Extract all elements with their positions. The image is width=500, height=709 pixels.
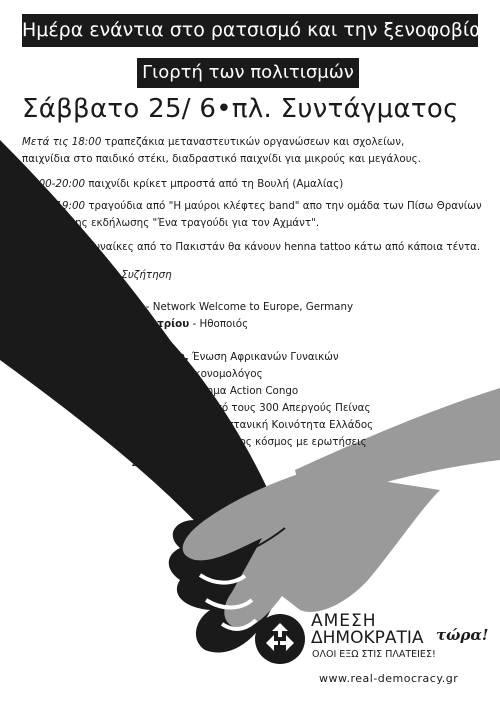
- person-name: Χασάν Καμπζουά,: [103, 402, 206, 414]
- schedule-time: 18:00-20:00: [22, 178, 86, 190]
- person-role: - Network Welcome to Europe, Germany: [142, 301, 354, 313]
- event-date: Σάββατο 25/ 6•πλ. Συντάγματος: [22, 94, 459, 124]
- person-role: Πακιστανική Κοινότητα Ελλάδος: [199, 419, 374, 431]
- schedule-text: τραγούδια από "Η μαύροι κλέφτες band" απο την ομάδα των Πίσω Θρανίων: [85, 200, 482, 212]
- schedule-text-cont: παιχνίδια στο παιδικό στέκι, διαδραστικό παιχνίδι για μικρούς και μεγάλους.: [22, 153, 421, 165]
- event-title: Ημέρα ενάντια στο ρατσισμό και την ξενοφοβία: [22, 14, 478, 47]
- person-name: Όλος ο: [122, 436, 159, 448]
- person-name: Τζαβέντ Ασλάμ,: [108, 419, 200, 431]
- schedule-item-3: [22, 198, 482, 232]
- schedule-time: 19:00-21:00: [22, 241, 86, 253]
- person-name: Bernd Kasparek: [50, 301, 143, 313]
- person-role: - Ηθοποιός: [189, 318, 249, 330]
- schedule-item-2: [22, 176, 343, 193]
- schedule-text: Γυναίκες από το Πακιστάν θα κάνουν henna tattoo κάτω από κάποια τέντα.: [85, 241, 481, 253]
- person-name: Μάνια Παπαδημητρίου: [58, 318, 190, 330]
- schedule-time: Μετά τις 18:00: [22, 136, 102, 148]
- schedule-item-4: [22, 239, 480, 256]
- schedule-text: παιχνίδι κρίκετ μπροστά από τη Βουλή (Αμαλίας): [85, 178, 344, 190]
- logo-slogan: ΟΛΟΙ ΕΞΩ ΣΤΙΣ ΠΛΑΤΕΙΕΣ!: [312, 649, 436, 660]
- greeter-2: [58, 317, 248, 331]
- person-role: παρευρισκόμενος κόσμος με ερωτήσεις: [158, 436, 367, 448]
- person-role: Κίνημα Action Congo: [187, 385, 299, 397]
- concert-time: 24:00 -03:00 Συναυλία: [132, 457, 249, 469]
- schedule-text: τραπεζάκια μεταναστευτικών οργανώσεων και σχολείων,: [101, 136, 405, 148]
- person-name: Πέτρος Ρυλμόν,: [88, 368, 180, 380]
- speaker-2: [88, 367, 263, 381]
- person-name: Ανρί Κασόνγκο,: [95, 385, 188, 397]
- person-role: Οικονομολόγος: [179, 368, 263, 380]
- person-role: Ένωση Αφρικανών Γυναικών: [188, 351, 339, 363]
- greeter-1: [50, 300, 353, 314]
- logo-line1: ΑΜΕΣΗ: [311, 611, 377, 631]
- speaker-3: [95, 384, 298, 398]
- logo-tag: τώρα!: [436, 626, 489, 644]
- schedule-text-cont: με τίτλο της εκδήλωσης "Ένα τραγούδι για τον Αχμάντ".: [22, 217, 320, 229]
- speaker-5: [108, 418, 373, 432]
- speaker-1: [80, 350, 339, 364]
- schedule-time: 18:30-19:00: [22, 200, 86, 212]
- speakers-label: μιλάνε οι:: [68, 335, 119, 347]
- recycle-arrows-logo-icon: [254, 613, 306, 665]
- website-link[interactable]: www.real-democracy.gr: [319, 672, 459, 685]
- person-role: από τους 300 Απεργούς Πείνας: [205, 402, 371, 414]
- person-name: Λωρέττα Μακόλευ,: [80, 351, 189, 363]
- discussion-time: 19:00 – 21:00 Συζήτηση: [47, 269, 172, 281]
- schedule-item-1: [22, 134, 421, 168]
- logo-line2: ΔΗΜΟΚΡΑΤΙΑ: [311, 628, 424, 648]
- greeters-label: χαιρετίζουν:: [50, 285, 116, 297]
- speaker-6: [122, 435, 367, 449]
- event-subtitle: Γιορτή των πολιτισμών: [137, 58, 359, 88]
- speaker-4: [103, 401, 371, 415]
